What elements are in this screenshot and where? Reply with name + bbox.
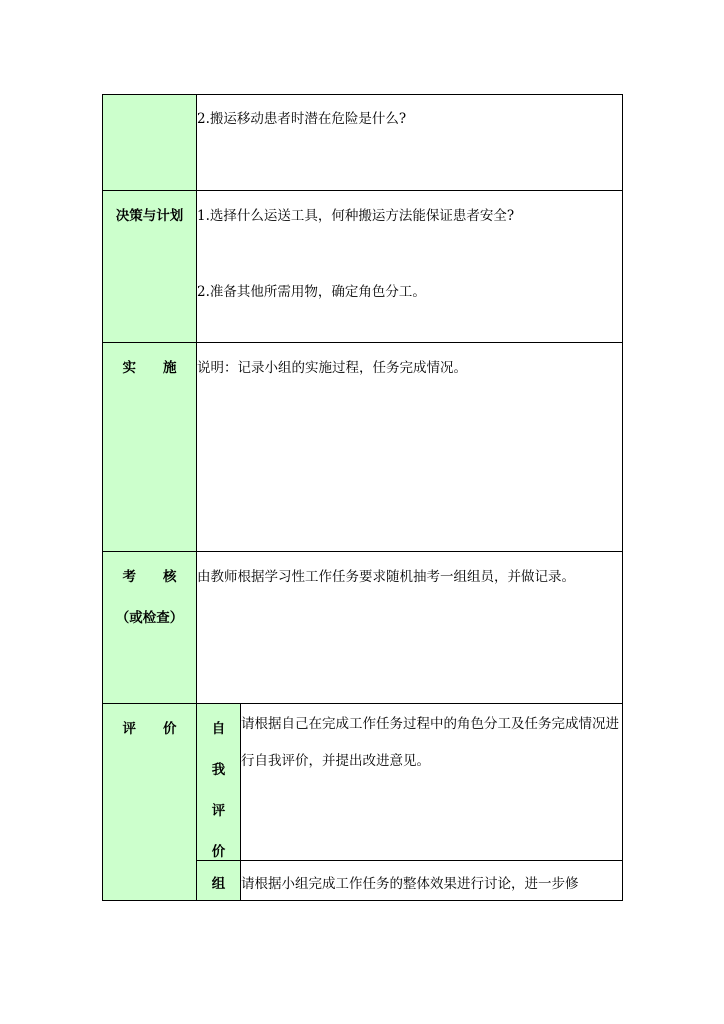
row-question-2: [103, 95, 623, 191]
implement-cell: [197, 343, 623, 552]
assess-text: 由教师根据学习性工作任务要求随机抽考一组组员，并做记录。: [197, 569, 575, 585]
label-assess: [103, 552, 197, 704]
self-eval-label-cell: [197, 704, 241, 861]
row-evaluate-self: [103, 704, 623, 861]
group-eval-cell: [241, 861, 623, 901]
self-eval-cell: [241, 704, 623, 861]
self-eval-text: 请根据自己在完成工作任务过程中的角色分工及任务完成情况进行自我评价，并提出改进意见。: [241, 716, 619, 769]
label-evaluate-text: 评 价: [122, 721, 177, 737]
plan-cell: [197, 191, 623, 343]
row-plan: [103, 191, 623, 343]
task-worksheet-table: [102, 94, 623, 901]
label-implement: [103, 343, 197, 552]
question-2-cell: [197, 95, 623, 191]
self-eval-char-1: 自: [211, 721, 226, 737]
label-implement-text: 实 施: [122, 360, 177, 376]
row-implement: [103, 343, 623, 552]
label-assess-line-1: 考 核: [122, 569, 177, 585]
plan-line-2: 2.准备其他所需用物，确定角色分工。: [197, 284, 426, 300]
self-eval-char-2: 我: [211, 762, 226, 778]
label-plan-text: 决策与计划: [115, 208, 184, 224]
label-cell-empty: [103, 95, 197, 191]
group-eval-text: 请根据小组完成工作任务的整体效果进行讨论，进一步修: [241, 876, 579, 892]
self-eval-char-3: 评: [211, 803, 226, 819]
self-eval-char-4: 价: [211, 844, 226, 860]
assess-cell: [197, 552, 623, 704]
group-eval-char: 组: [211, 876, 226, 892]
question-2-text: 2.搬运移动患者时潜在危险是什么?: [197, 111, 407, 127]
plan-line-1: 1.选择什么运送工具，何种搬运方法能保证患者安全?: [197, 208, 515, 224]
row-assess: [103, 552, 623, 704]
group-eval-label-cell: [197, 861, 241, 901]
label-evaluate: [103, 704, 197, 901]
label-plan: [103, 191, 197, 343]
implement-text: 说明：记录小组的实施过程，任务完成情况。: [197, 360, 467, 376]
label-assess-line-2: （或检查）: [115, 610, 184, 626]
